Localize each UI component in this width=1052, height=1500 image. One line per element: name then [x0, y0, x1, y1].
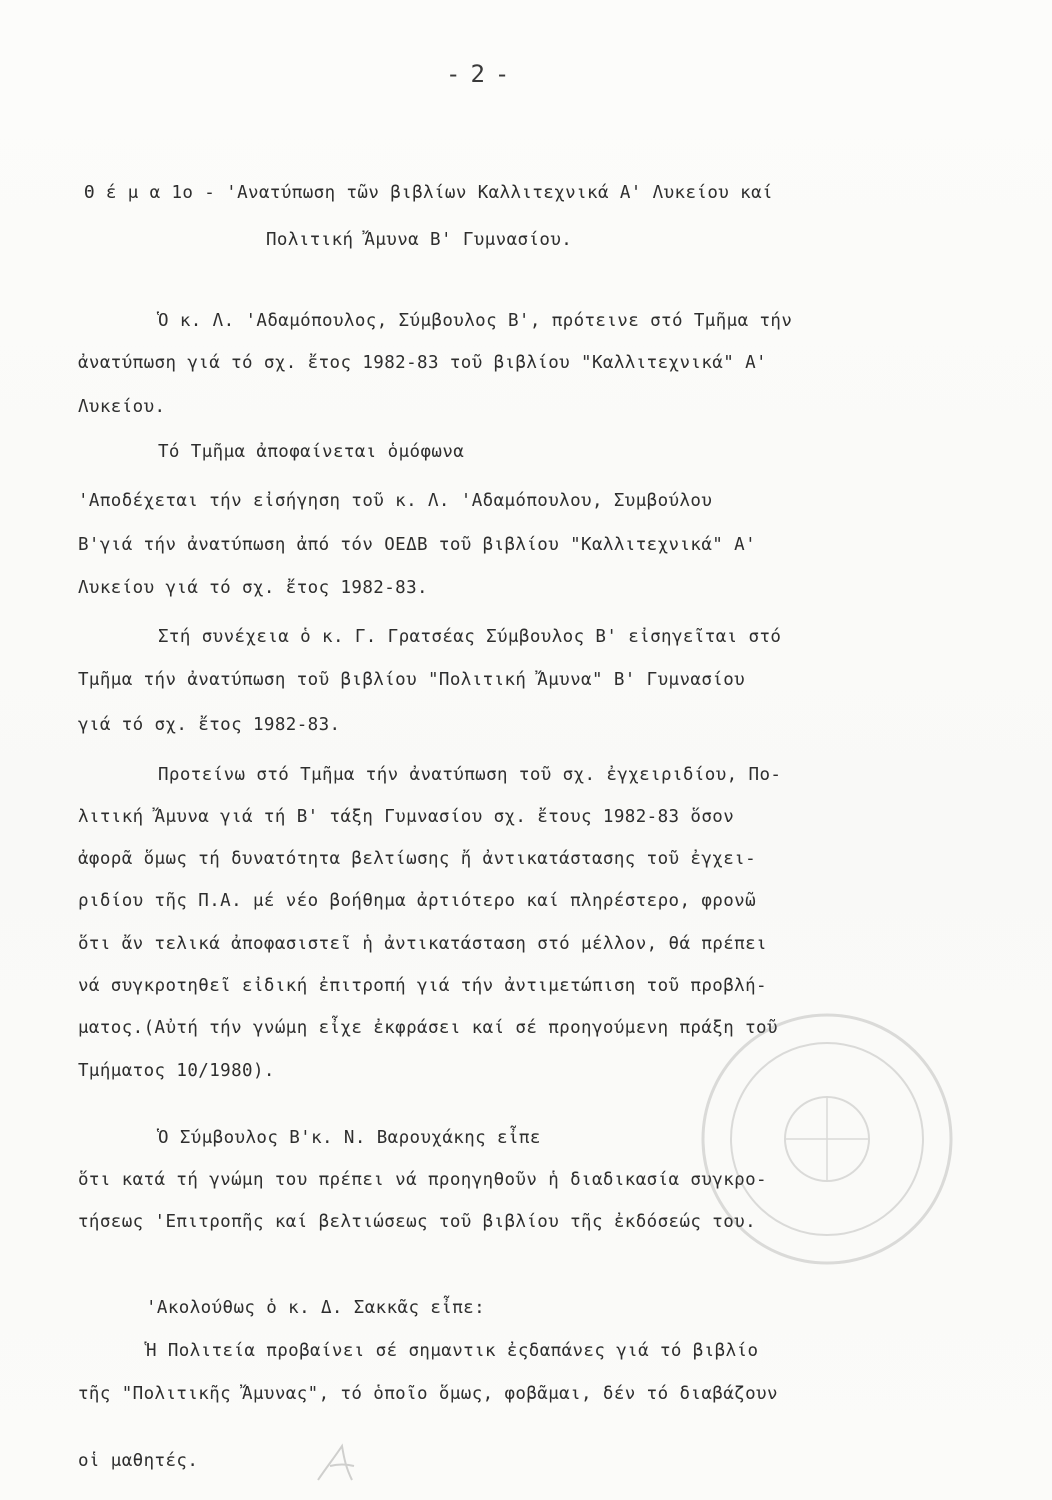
heading-line-2: Πολιτική Ἄμυνα Β' Γυμνασίου.	[266, 230, 573, 250]
para5-line-3: ἀφορᾶ ὅμως τή δυνατότητα βελτίωσης ἤ ἀντικατάστασης τοῦ ἐγχει-	[78, 849, 757, 869]
para5-line-4: ριδίου τῆς Π.Α. μέ νέο βοήθημα ἀρτιότερο καί πληρέστερο, φρονῶ	[78, 891, 757, 911]
para1-line-3: Λυκείου.	[78, 397, 166, 417]
para5-line-5: ὅτι ἄν τελικά ἀποφασιστεῖ ἡ ἀντικατάσταση στό μέλλον, θά πρέπει	[78, 934, 767, 954]
para1-line-1: Ὁ κ. Λ. 'Αδαμόπουλος, Σύμβουλος Β', πρότεινε στό Τμῆμα τήν	[158, 311, 793, 331]
para3-line-1: 'Αποδέχεται τήν εἰσήγηση τοῦ κ. Λ. 'Αδαμόπουλου, Συμβούλου	[78, 491, 713, 511]
para6-line-3: τήσεως 'Επιτροπῆς καί βελτιώσεως τοῦ βιβλίου τῆς ἐκδόσεώς του.	[78, 1212, 757, 1232]
para5-line-1: Προτείνω στό Τμῆμα τήν ἀνατύπωση τοῦ σχ. ἐγχειριδίου, Πο-	[158, 765, 782, 785]
para1-line-2: ἀνατύπωση γιά τό σχ. ἔτος 1982-83 τοῦ βιβλίου "Καλλιτεχνικά" Α'	[78, 353, 767, 373]
para7-line-2: Ἡ Πολιτεία προβαίνει σέ σημαντικ ἐςδαπάνες γιά τό βιβλίο	[146, 1341, 759, 1361]
para3-line-2: Β'γιά τήν ἀνατύπωση ἀπό τόν ΟΕΔΒ τοῦ βιβλίου "Καλλιτεχνικά" Α'	[78, 535, 757, 555]
page-number: -2-	[446, 60, 520, 88]
para4-line-1: Στή συνέχεια ὁ κ. Γ. Γρατσέας Σύμβουλος Β' εἰσηγεῖται στό	[158, 627, 782, 647]
para4-line-2: Τμῆμα τήν ἀνατύπωση τοῦ βιβλίου "Πολιτική Ἄμυνα" Β' Γυμνασίου	[78, 670, 746, 690]
para6-line-2: ὅτι κατά τή γνώμη του πρέπει νά προηγηθοῦν ἡ διαδικασία συγκρο-	[78, 1170, 767, 1190]
initials-mark	[312, 1440, 370, 1488]
official-seal-stamp	[696, 1008, 958, 1270]
para6-line-1: Ὁ Σύμβουλος Β'κ. Ν. Βαρουχάκης εἶπε	[158, 1128, 541, 1148]
para5-line-7: ματος.(Αὐτή τήν γνώμη εἶχε ἐκφράσει καί σέ προηγούμενη πράξη τοῦ	[78, 1018, 778, 1038]
para3-line-3: Λυκείου γιά τό σχ. ἔτος 1982-83.	[78, 578, 428, 598]
para7-line-1: 'Ακολούθως ὁ κ. Δ. Σακκᾶς εἶπε:	[146, 1298, 486, 1318]
para4-line-3: γιά τό σχ. ἔτος 1982-83.	[78, 715, 341, 735]
para7-line-3: τῆς "Πολιτικῆς Ἄμυνας", τό ὁποῖο ὅμως, φοβᾶμαι, δέν τό διαβάζουν	[78, 1384, 778, 1404]
para5-line-6: νά συγκροτηθεῖ εἰδική ἐπιτροπή γιά τήν ἀντιμετώπιση τοῦ προβλή-	[78, 976, 767, 996]
para2-line-1: Τό Τμῆμα ἀποφαίνεται ὁμόφωνα	[158, 442, 465, 462]
para7-line-4: οἱ μαθητές.	[78, 1451, 199, 1471]
heading-line-1: Θ έ μ α 1ο - 'Ανατύπωση τῶν βιβλίων Καλλιτεχνικά Α' Λυκείου καί	[84, 183, 773, 203]
para5-line-8: Τμήματος 10/1980).	[78, 1061, 275, 1081]
para5-line-2: λιτική Ἄμυνα γιά τή Β' τάξη Γυμνασίου σχ. ἔτους 1982-83 ὅσον	[78, 807, 735, 827]
